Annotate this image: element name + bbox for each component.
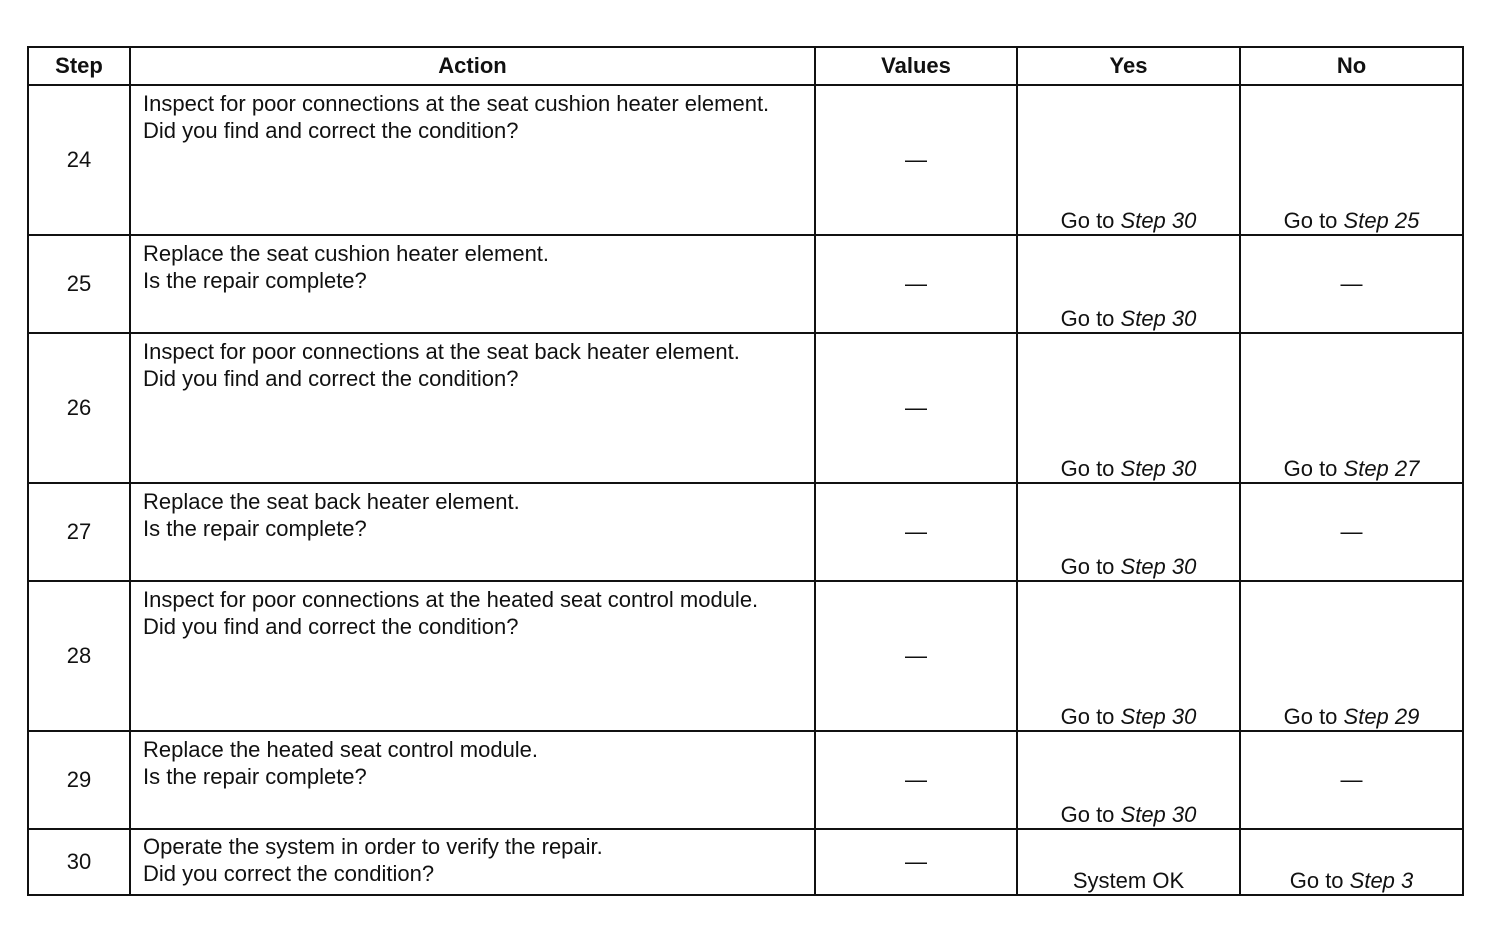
no-step-link[interactable]: Step 27 (1343, 456, 1420, 481)
yes-cell (1017, 333, 1240, 483)
step-number: 29 (28, 731, 130, 829)
yes-step-link[interactable]: Step 30 (1120, 802, 1197, 827)
action-cell (130, 581, 815, 731)
action-cell (130, 333, 815, 483)
no-prefix: Go to (1283, 456, 1344, 481)
table-header-row (28, 47, 1463, 85)
values-cell: — (815, 581, 1017, 731)
yes-step-link[interactable]: Step 30 (1120, 208, 1197, 233)
header-action: Action (130, 47, 815, 85)
no-step-link[interactable]: Step 25 (1343, 208, 1420, 233)
step-number: 28 (28, 581, 130, 731)
action-instruction: Inspect for poor connections at the heated seat control module. (143, 587, 759, 612)
yes-cell (1017, 85, 1240, 235)
header-values: Values (815, 47, 1017, 85)
no-cell (1240, 581, 1463, 731)
values-cell: — (815, 235, 1017, 333)
yes-step-link[interactable]: Step 30 (1120, 306, 1197, 331)
step-number: 25 (28, 235, 130, 333)
values-cell: — (815, 731, 1017, 829)
no-cell (1240, 829, 1463, 895)
header-step: Step (28, 47, 130, 85)
table-row (28, 581, 1463, 731)
step-number: 26 (28, 333, 130, 483)
action-instruction: Operate the system in order to verify the repair. (143, 834, 603, 859)
action-question: Did you find and correct the condition? (143, 366, 519, 391)
step-number: 24 (28, 85, 130, 235)
action-question: Did you correct the condition? (143, 861, 435, 886)
action-cell (130, 829, 815, 895)
yes-cell: System OK (1017, 829, 1240, 895)
action-question: Is the repair complete? (143, 268, 367, 293)
table-row (28, 483, 1463, 581)
table-row (28, 235, 1463, 333)
header-yes: Yes (1017, 47, 1240, 85)
yes-cell (1017, 731, 1240, 829)
action-question: Is the repair complete? (143, 764, 367, 789)
no-cell: — (1240, 235, 1463, 333)
step-number: 27 (28, 483, 130, 581)
table-row (28, 85, 1463, 235)
action-question: Did you find and correct the condition? (143, 614, 519, 639)
yes-cell (1017, 235, 1240, 333)
yes-prefix: Go to (1060, 802, 1121, 827)
yes-step-link[interactable]: Step 30 (1120, 456, 1197, 481)
no-step-link[interactable]: Step 29 (1343, 704, 1420, 729)
no-cell: — (1240, 483, 1463, 581)
yes-cell (1017, 483, 1240, 581)
step-number: 30 (28, 829, 130, 895)
yes-cell (1017, 581, 1240, 731)
action-instruction: Replace the heated seat control module. (143, 737, 539, 762)
values-cell: — (815, 829, 1017, 895)
values-cell: — (815, 333, 1017, 483)
action-cell (130, 731, 815, 829)
no-prefix: Go to (1283, 208, 1344, 233)
yes-prefix: Go to (1060, 306, 1121, 331)
diagnostic-table (27, 46, 1464, 896)
action-question: Is the repair complete? (143, 516, 367, 541)
action-instruction: Replace the seat cushion heater element. (143, 241, 550, 266)
no-cell (1240, 333, 1463, 483)
no-cell: — (1240, 731, 1463, 829)
no-cell (1240, 85, 1463, 235)
action-cell (130, 85, 815, 235)
yes-prefix: Go to (1060, 554, 1121, 579)
table-row (28, 731, 1463, 829)
table-row (28, 333, 1463, 483)
action-instruction: Inspect for poor connections at the seat cushion heater element. (143, 91, 770, 116)
values-cell: — (815, 483, 1017, 581)
yes-prefix: Go to (1060, 456, 1121, 481)
header-no: No (1240, 47, 1463, 85)
table-row (28, 829, 1463, 895)
no-step-link[interactable]: Step 3 (1349, 868, 1414, 893)
no-prefix: Go to (1283, 704, 1344, 729)
yes-prefix: Go to (1060, 704, 1121, 729)
values-cell: — (815, 85, 1017, 235)
action-cell (130, 483, 815, 581)
action-instruction: Inspect for poor connections at the seat back heater element. (143, 339, 740, 364)
action-cell (130, 235, 815, 333)
action-question: Did you find and correct the condition? (143, 118, 519, 143)
action-instruction: Replace the seat back heater element. (143, 489, 520, 514)
no-prefix: Go to (1289, 868, 1350, 893)
yes-step-link[interactable]: Step 30 (1120, 704, 1197, 729)
yes-step-link[interactable]: Step 30 (1120, 554, 1197, 579)
yes-prefix: Go to (1060, 208, 1121, 233)
